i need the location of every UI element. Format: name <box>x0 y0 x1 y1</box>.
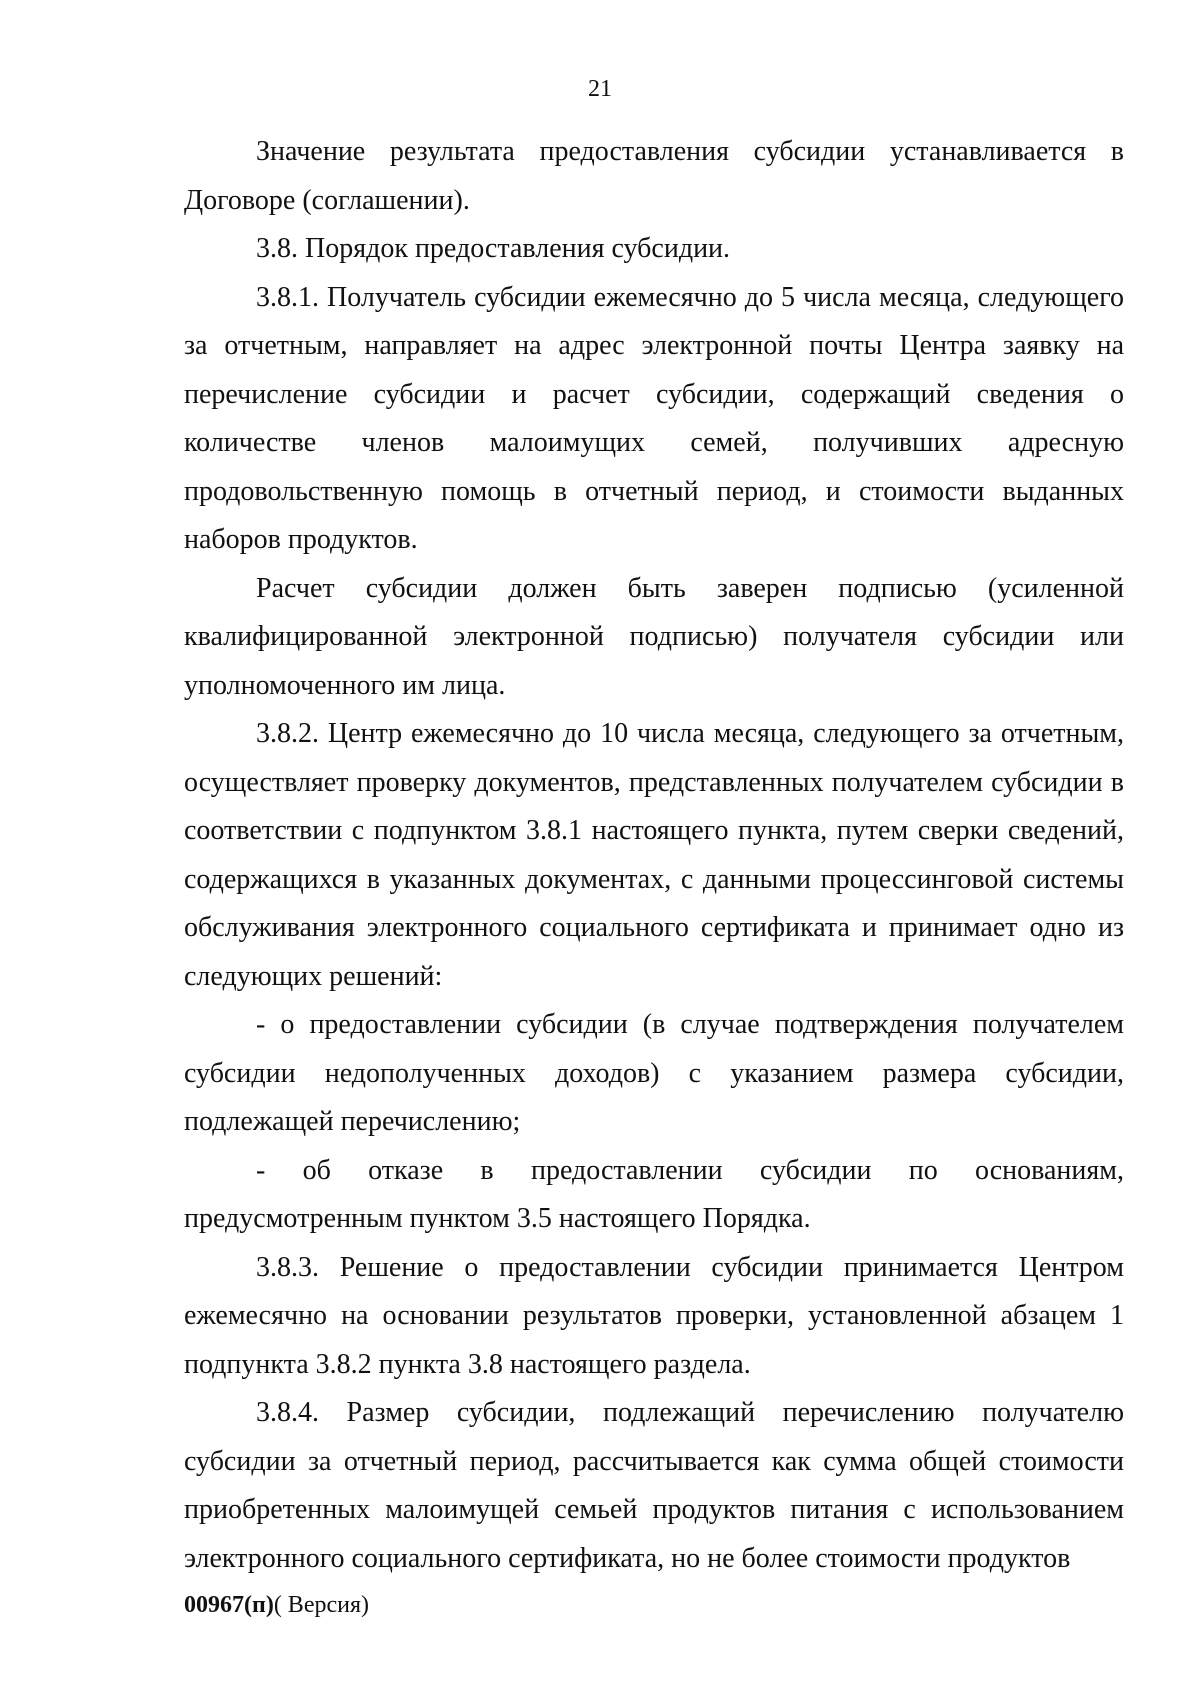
paragraph-3-8-3: 3.8.3. Решение о предоставлении субсидии принимается Центром ежемесячно на основании результатов проверки, установленной абзацем 1 подпункта 3.8.2 пункта 3.8 настоящего раздела. <box>184 1251 1124 1380</box>
paragraph-decision-refuse: - об отказе в предоставлении субсидии по основаниям, предусмотренным пунктом 3.5 настоящего Порядка. <box>184 1154 1124 1234</box>
page-number: 21 <box>588 76 612 102</box>
document-code: 00967(п) <box>184 1592 274 1618</box>
document-body <box>184 128 1124 1583</box>
paragraph-3-8-2: 3.8.2. Центр ежемесячно до 10 числа месяца, следующего за отчетным, осуществляет проверку документов, представленных получателем субсидии в соответствии с подпунктом 3.8.1 настоящего пункта, путем сверки сведений, содержащихся в указанных документах, с данными процессинговой системы обслуживания электронного социального сертификата и принимает одно из следующих решений: <box>184 718 1124 992</box>
paragraph-3-8-4: 3.8.4. Размер субсидии, подлежащий перечислению получателю субсидии за отчетный период, рассчитывается как сумма общей стоимости приобретенных малоимущей семьей продуктов питания с использованием электронного социального сертификата, но не более стоимости продуктов <box>184 1397 1124 1574</box>
document-version-label: ( Версия) <box>273 1592 369 1618</box>
paragraph-3-8-heading: 3.8. Порядок предоставления субсидии. <box>256 233 731 264</box>
paragraph-result-value: Значение результата предоставления субсидии устанавливается в Договоре (соглашении). <box>184 136 1124 216</box>
document-footer <box>184 1592 369 1619</box>
paragraph-calculation-signature: Расчет субсидии должен быть заверен подписью (усиленной квалифицированной электронной подписью) получателя субсидии или уполномоченного им лица. <box>184 572 1124 701</box>
paragraph-decision-grant: - о предоставлении субсидии (в случае подтверждения получателем субсидии недополученных доходов) с указанием размера субсидии, подлежащей перечислению; <box>184 1009 1124 1137</box>
paragraph-3-8-1: 3.8.1. Получатель субсидии ежемесячно до 5 числа месяца, следующего за отчетным, направляет на адрес электронной почты Центра заявку на перечисление субсидии и расчет субсидии, содержащий сведения о количестве членов малоимущих семей, получивших адресную продовольственную помощь в отчетный период, и стоимости выданных наборов продуктов. <box>184 281 1124 555</box>
